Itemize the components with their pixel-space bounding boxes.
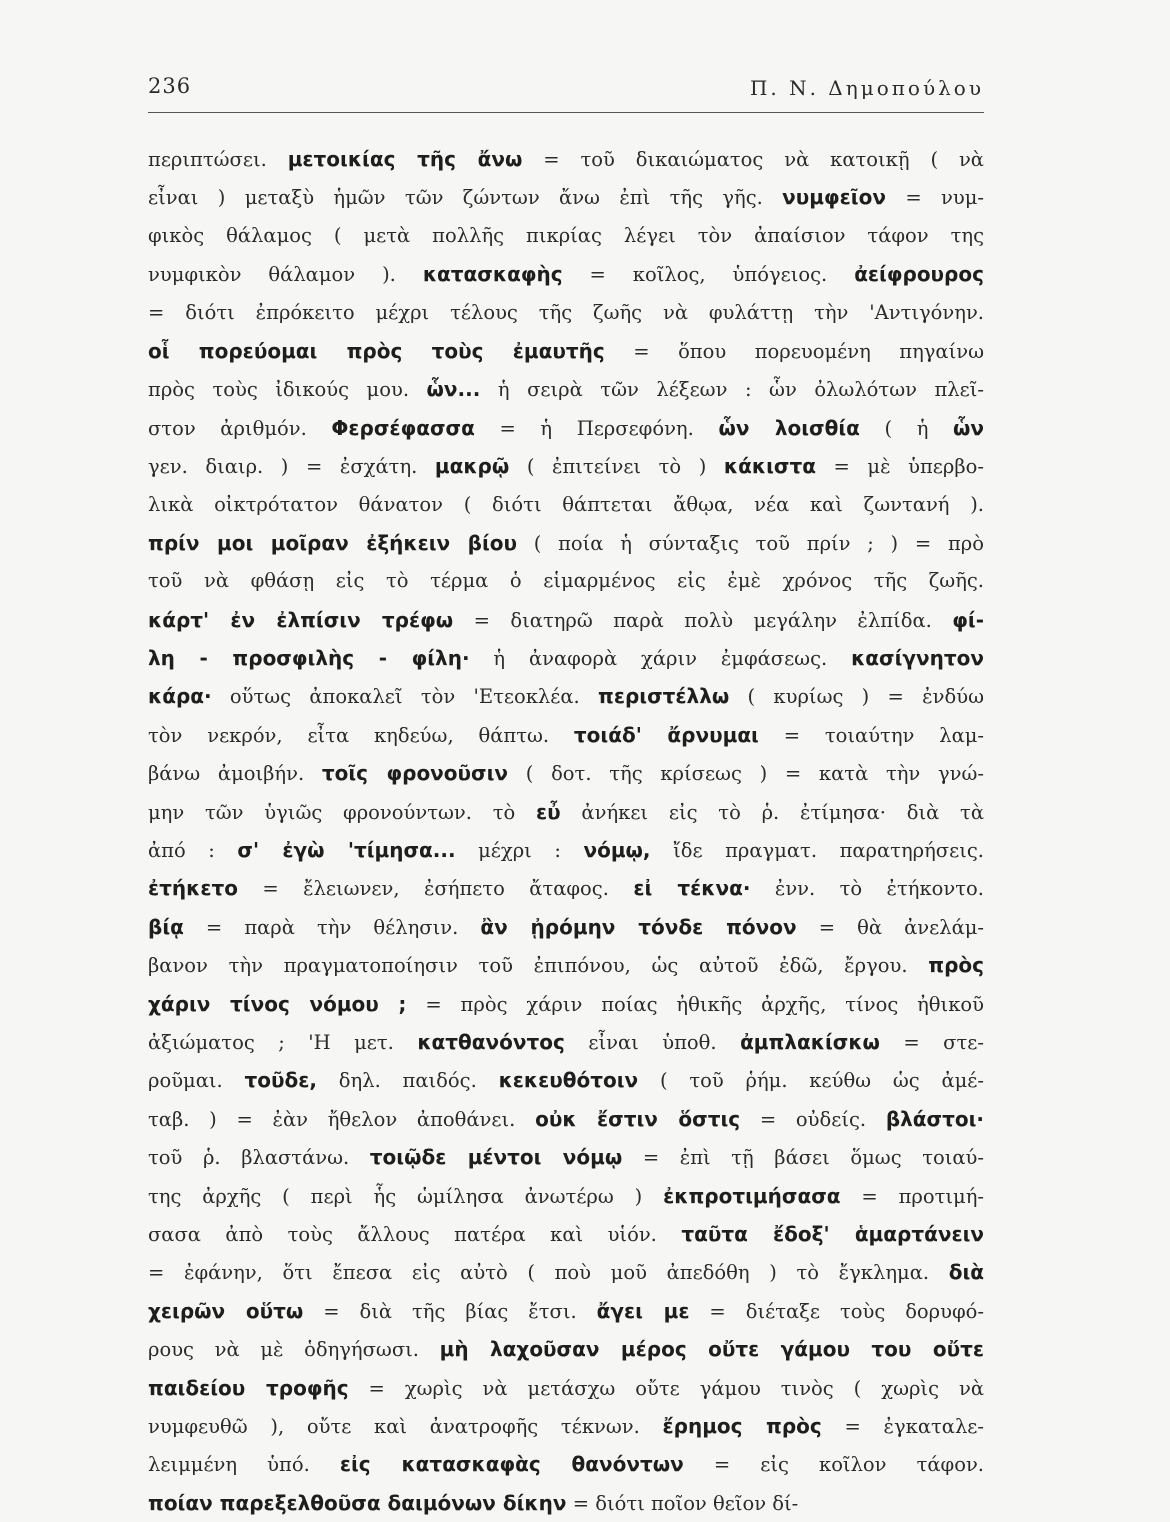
lemma-term: χάριν τίνος νόμου ; (148, 991, 407, 1016)
lemma-term: περιστέλλω (598, 684, 730, 709)
text-line (148, 1407, 984, 1445)
lemma-term: τοιάδ' ἄρνυμαι (573, 722, 759, 747)
gloss-text: = προτιμή- (840, 1184, 984, 1208)
gloss-text: βάνω ἀμοιβήν. (148, 762, 322, 786)
text-line (148, 332, 984, 370)
text-line (148, 869, 984, 907)
text-line (148, 447, 984, 485)
text-line (148, 601, 984, 639)
lemma-term: μὴ λαχοῦσαν μέρος οὔτε γάμου του οὔτε (439, 1337, 984, 1362)
text-line (148, 1253, 984, 1291)
text-line (148, 677, 984, 715)
gloss-text: ἴδε πραγματ. παρατηρήσεις. (650, 839, 984, 863)
lemma-term: κάρτ' ἐν ἐλπίσιν τρέφω (148, 607, 454, 632)
gloss-text: ( κυρίως ) = ἐνδύω (729, 685, 984, 709)
text-line (148, 1369, 984, 1407)
lemma-term: ἐτήκετο (148, 876, 238, 901)
lemma-term: ἄγει με (596, 1298, 690, 1323)
lemma-term: τοῖς φρονοῦσιν (321, 761, 509, 786)
text-line (148, 754, 984, 792)
lemma-term: οὐκ ἔστιν ὅστις (535, 1106, 741, 1131)
lemma-term: πρὸς (928, 953, 984, 978)
text-line (148, 639, 984, 677)
gloss-text: = ἔλειωνεν, ἐσήπετο ἄταφος. (237, 877, 634, 901)
gloss-text: ἀξιώματος ; 'Η μετ. (148, 1030, 418, 1054)
gloss-text: λειμμένη ὑπό. (148, 1453, 340, 1477)
text-line (148, 946, 984, 984)
lemma-term: μακρῷ (434, 454, 510, 479)
lemma-term: φί- (952, 607, 984, 632)
text-line (148, 1061, 984, 1099)
gloss-text: μην τῶν ὑγιῶς φρονούντων. τὸ (148, 800, 537, 824)
text-line (148, 524, 984, 562)
lemma-term: τοιῷδε μέντοι νόμῳ (369, 1145, 623, 1170)
lemma-term: κατθανόντος (417, 1029, 565, 1054)
gloss-text: ἀνήκει εἰς τὸ ῥ. ἐτίμησα· διὰ τὰ (560, 800, 984, 824)
lemma-term: ταῦτα ἔδοξ' ἁμαρτάνειν (681, 1221, 984, 1246)
gloss-text: γεν. διαιρ. ) = ἐσχάτη. (148, 455, 435, 479)
lemma-term: χειρῶν οὕτω (148, 1298, 304, 1323)
gloss-text: νυμφικὸν θάλαμον ). (148, 263, 423, 287)
gloss-text: = ἐφάνην, ὅτι ἔπεσα εἰς αὐτὸ ( ποὺ μοῦ ἀπεδόθη ) τὸ ἔγκλημα. (148, 1261, 949, 1285)
gloss-text: τὸν νεκρόν, εἶτα κηδεύω, θάπτω. (148, 723, 574, 747)
lemma-term: ὧν... (426, 377, 481, 402)
gloss-text: περιπτώσει. (148, 148, 288, 171)
gloss-text: ( ἡ (859, 416, 953, 440)
lemma-term: κάκιστα (723, 454, 816, 479)
lemma-term: μετοικίας τῆς ἄνω (287, 147, 523, 171)
gloss-text: ( ἐπιτείνει τὸ ) (509, 455, 724, 479)
lemma-term: εἰ τέκνα· (633, 876, 751, 901)
lemma-term: εὖ (536, 799, 561, 824)
lemma-term: Φερσέφασσα (331, 415, 475, 440)
gloss-text: ταβ. ) = ἐὰν ἤθελον ἀποθάνει. (148, 1107, 536, 1131)
lemma-term: οἷ πορεύομαι πρὸς τοὺς ἐμαυτῆς (148, 338, 605, 363)
text-line (148, 1330, 984, 1368)
gloss-text: = ἐγκαταλε- (821, 1414, 984, 1438)
gloss-text: = νυμ- (885, 186, 984, 210)
gloss-text: ἀπό : (148, 839, 238, 863)
gloss-text: στον ἀριθμόν. (148, 416, 332, 440)
gloss-text: ( τοῦ ῥήμ. κεύθω ὡς ἀμέ- (638, 1069, 984, 1093)
text-line (148, 140, 984, 178)
text-line (148, 908, 984, 946)
header-rule (148, 112, 984, 113)
gloss-text: πρὸς τοὺς ἰδικούς μου. (148, 378, 427, 402)
text-line (148, 1138, 984, 1176)
gloss-text: = ἐπὶ τῇ βάσει ὅμως τοιαύ- (622, 1146, 984, 1170)
lemma-term: νόμῳ, (583, 838, 651, 863)
text-line (148, 486, 984, 524)
lemma-term: κεκευθότοιν (498, 1068, 639, 1093)
lemma-term: νυμφεῖον (782, 185, 886, 210)
gloss-text: = πρὸς χάριν ποίας ἠθικῆς ἀρχῆς, τίνος ἠθικοῦ (406, 992, 984, 1016)
gloss-text: φικὸς θάλαμος ( μετὰ πολλῆς πικρίας λέγει τὸν ἀπαίσιον τάφον της (148, 223, 984, 247)
gloss-text: ἡ σειρὰ τῶν λέξεων : ὧν ὀλωλότων πλεῖ- (480, 378, 984, 402)
text-line (148, 370, 984, 408)
gloss-text: ( ποία ἡ σύνταξις τοῦ πρίν ; ) = πρὸ (517, 531, 984, 555)
gloss-text: βανον τὴν πραγματοποίησιν τοῦ ἐπιπόνου, ὡς αὐτοῦ ἐδῶ, ἔργου. (148, 954, 929, 978)
text-line (148, 217, 984, 255)
gloss-text: = ἡ Περσεφόνη. (474, 416, 719, 440)
text-line (148, 793, 984, 831)
gloss-text: = διὰ τῆς βίας ἔτσι. (303, 1299, 597, 1323)
lemma-term: λη - προσφιλὴς - φίλη· (148, 646, 470, 671)
gloss-text: ρους νὰ μὲ ὁδηγήσωσι. (148, 1338, 440, 1362)
gloss-text: = διότι ἐπρόκειτο μέχρι τέλους τῆς ζωῆς νὰ φυλάττῃ τὴν 'Αντιγόνην. (148, 300, 984, 324)
text-line (148, 985, 984, 1023)
text-line (148, 1292, 984, 1330)
lemma-term: τοῦδε, (244, 1068, 318, 1093)
gloss-text: ροῦμαι. (148, 1069, 245, 1093)
gloss-text: = ὅπου πορευομένη πηγαίνω (604, 339, 984, 363)
running-head: Π. Ν. Δημοπούλου (749, 76, 984, 100)
lemma-term: διὰ (948, 1260, 984, 1285)
gloss-text: = τοῦ δικαιώματος νὰ κατοικῇ ( νὰ (522, 148, 984, 171)
gloss-text: νυμφευθῶ ), οὔτε καὶ ἀνατροφῆς τέκνων. (148, 1414, 663, 1438)
text-line (148, 409, 984, 447)
gloss-text: = εἰς κοῖλον τάφον. (683, 1453, 984, 1477)
text-line (148, 1484, 984, 1522)
gloss-text: = διέταξε τοὺς δορυφό- (689, 1299, 984, 1323)
gloss-text: δηλ. παιδός. (317, 1069, 499, 1093)
page-number: 236 (148, 74, 192, 98)
gloss-text: = παρὰ τὴν θέλησιν. (183, 915, 481, 939)
page-body (148, 140, 984, 1522)
gloss-text: λικὰ οἰκτρότατον θάνατον ( διότι θάπτεται ἄθῳα, νέα καὶ ζωντανή ). (148, 492, 984, 516)
lemma-term: κατασκαφὴς (422, 262, 563, 287)
text-line (148, 1445, 984, 1483)
text-line (148, 1177, 984, 1215)
gloss-text: = χωρὶς νὰ μετάσχω οὔτε γάμου τινὸς ( χωρὶς νὰ (348, 1376, 984, 1400)
text-line (148, 562, 984, 600)
page-header (148, 74, 984, 110)
gloss-text: = τοιαύτην λαμ- (758, 723, 984, 747)
lemma-term: σ' ἐγὼ 'τίμησα... (237, 838, 456, 863)
lemma-term: βλάστοι· (885, 1106, 984, 1131)
lemma-term: ἀείφρουρος (854, 262, 984, 287)
gloss-text: = θὰ ἀνελάμ- (796, 915, 984, 939)
gloss-text: εἶναι ὑποθ. (564, 1030, 741, 1054)
gloss-text: = διατηρῶ παρὰ πολὺ μεγάλην ἐλπίδα. (453, 608, 953, 632)
lemma-term: βίᾳ (148, 914, 184, 939)
text-line (148, 1023, 984, 1061)
lemma-term: εἰς κατασκαφὰς θανόντων (339, 1452, 684, 1477)
lemma-term: ὧν (952, 415, 984, 440)
gloss-text: ἐνν. τὸ ἐτήκοντο. (750, 877, 984, 901)
lemma-term: ἀμπλακίσκω (740, 1029, 880, 1054)
text-line (148, 831, 984, 869)
gloss-text: = μὲ ὑπερβο- (815, 455, 984, 479)
gloss-text: = οὐδείς. (740, 1107, 886, 1131)
gloss-text: = κοῖλος, ὑπόγειος. (562, 263, 855, 287)
lemma-term: ἂν ᾐρόμην τόνδε πόνον (480, 914, 797, 939)
gloss-text: ( δοτ. τῆς κρίσεως ) = κατὰ τὴν γνώ- (508, 762, 984, 786)
lemma-term: ἔρημος πρὸς (662, 1413, 822, 1438)
lemma-term: ὧν λοισθία (718, 415, 860, 440)
gloss-text: μέχρι : (455, 839, 584, 863)
gloss-text: εἶναι ) μεταξὺ ἡμῶν τῶν ζώντων ἄνω ἐπὶ τῆς γῆς. (148, 186, 783, 210)
gloss-text: = διότι ποῖον θεῖον δί- (566, 1491, 799, 1515)
gloss-text: τοῦ νὰ φθάσῃ εἰς τὸ τέρμα ὁ εἱμαρμένος εἰς ἐμὲ χρόνος τῆς ζωῆς. (148, 569, 984, 593)
text-line (148, 255, 984, 293)
gloss-text: τοῦ ῥ. βλαστάνω. (148, 1146, 370, 1170)
lemma-term: κάρα· (148, 684, 212, 709)
gloss-text: οὕτως ἀποκαλεῖ τὸν 'Ετεοκλέα. (211, 685, 599, 709)
lemma-term: παιδείου τροφῆς (148, 1375, 349, 1400)
text-line (148, 1215, 984, 1253)
gloss-text: = στε- (879, 1030, 984, 1054)
text-line (148, 1100, 984, 1138)
text-line (148, 294, 984, 332)
lemma-term: κασίγνητον (851, 646, 984, 671)
gloss-text: σασα ἀπὸ τοὺς ἄλλους πατέρα καὶ υἱόν. (148, 1222, 682, 1246)
gloss-text: της ἀρχῆς ( περὶ ἧς ὡμίλησα ἀνωτέρω ) (148, 1184, 664, 1208)
gloss-text: ἡ ἀναφορὰ χάριν ἐμφάσεως. (469, 647, 852, 671)
lemma-term: ποίαν παρεξελθοῦσα δαιμόνων δίκην (148, 1490, 567, 1515)
text-line (148, 178, 984, 216)
lemma-term: ἐκπροτιμήσασα (663, 1183, 841, 1208)
text-line (148, 716, 984, 754)
lemma-term: πρίν μοι μοῖραν ἐξήκειν βίου (148, 530, 518, 555)
